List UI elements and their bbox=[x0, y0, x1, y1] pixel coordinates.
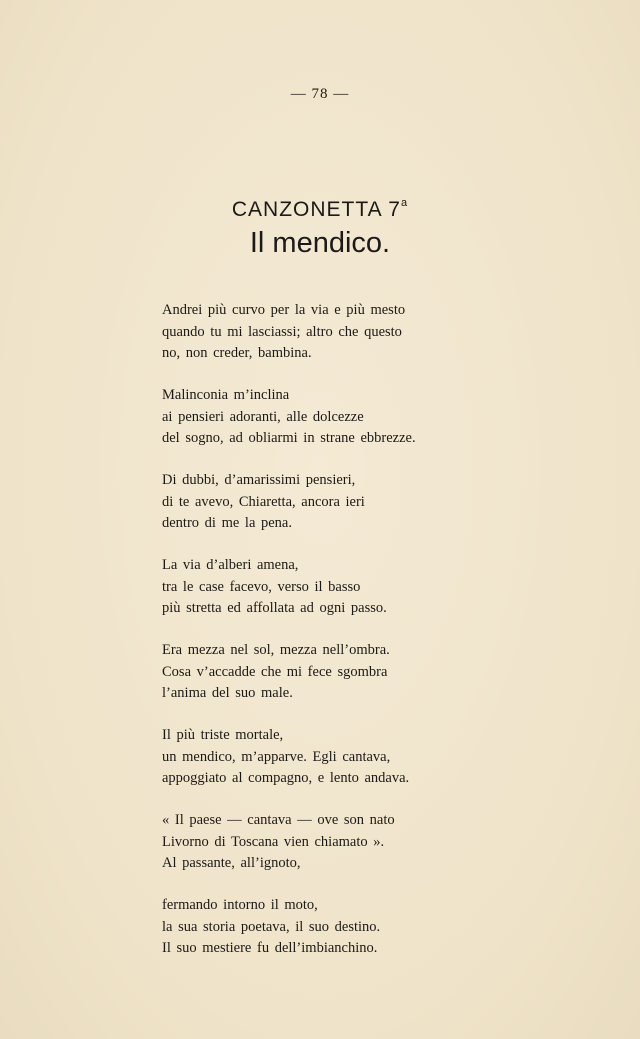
poem-title: Il mendico. bbox=[249, 227, 391, 259]
stanza-2 bbox=[162, 385, 482, 450]
poem-line: no, non creder, bambina. bbox=[162, 345, 312, 361]
poem-line: Malinconia m’inclina bbox=[162, 387, 290, 403]
poem-line: fermando intorno il moto, bbox=[162, 897, 318, 913]
stanza-7 bbox=[162, 810, 482, 875]
poem-heading bbox=[0, 198, 640, 222]
poem-line: un mendico, m’apparve. Egli cantava, bbox=[162, 748, 391, 765]
poem-heading-superscript: a bbox=[401, 197, 409, 209]
poem-line: ai pensieri adoranti, alle dolcezze bbox=[162, 408, 364, 425]
stanza-5 bbox=[162, 640, 482, 705]
poem-line: Il suo mestiere fu dell’imbianchino. bbox=[162, 940, 378, 956]
stanza-3 bbox=[162, 470, 482, 535]
poem-line: La via d’alberi amena, bbox=[162, 557, 299, 573]
poem-line: Andrei più curvo per la via e più mesto bbox=[162, 302, 406, 318]
poem-line: di te avevo, Chiaretta, ancora ieri bbox=[162, 493, 365, 510]
poem-line: la sua storia poetava, il suo destino. bbox=[162, 918, 381, 935]
poem-line: del sogno, ad obliarmi in strane ebbrezze. bbox=[162, 430, 416, 446]
poem-line: Il più triste mortale, bbox=[162, 727, 284, 743]
poem-line: Era mezza nel sol, mezza nell’ombra. bbox=[162, 642, 390, 658]
poem-line: quando tu mi lasciassi; altro che questo bbox=[162, 323, 402, 340]
poem-line: dentro di me la pena. bbox=[162, 515, 292, 531]
poem-line: « Il paese — cantava — ove son nato bbox=[162, 812, 395, 828]
stanza-1 bbox=[162, 300, 482, 365]
stanza-8 bbox=[162, 895, 482, 960]
stanza-6 bbox=[162, 725, 482, 790]
poem-line: tra le case facevo, verso il basso bbox=[162, 578, 361, 595]
stanza-4 bbox=[162, 555, 482, 620]
poem-line: appoggiato al compagno, e lento andava. bbox=[162, 770, 410, 786]
poem-line: l’anima del suo male. bbox=[162, 685, 293, 701]
poem-line: Al passante, all’ignoto, bbox=[162, 855, 301, 871]
poem-line: Livorno di Toscana vien chiamato ». bbox=[162, 833, 385, 850]
poem-heading-text: CANZONETTA 7 bbox=[231, 198, 401, 221]
poem-line: Cosa v’accadde che mi fece sgombra bbox=[162, 663, 388, 680]
poem-body bbox=[162, 300, 482, 980]
poem-line: più stretta ed affollata ad ogni passo. bbox=[162, 600, 387, 616]
page-number: — 78 — bbox=[290, 86, 350, 102]
poem-line: Di dubbi, d’amarissimi pensieri, bbox=[162, 472, 356, 488]
